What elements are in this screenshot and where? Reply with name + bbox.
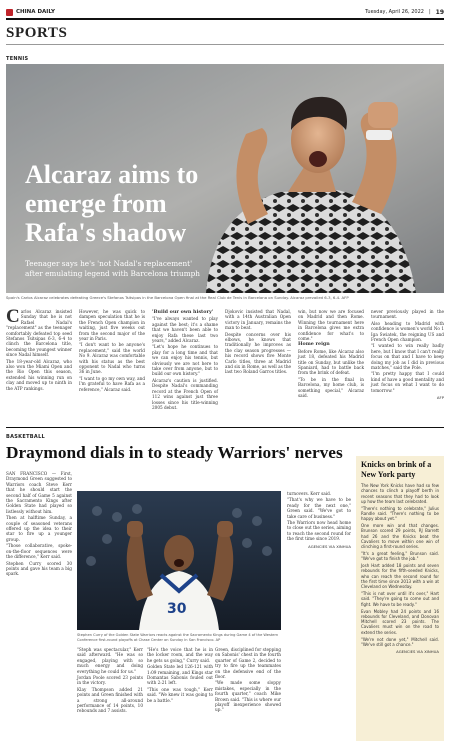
story2-kicker: BASKETBALL — [6, 434, 46, 440]
paragraph: One more win and that changes. Brunson scored 29 points, RJ Barrett had 26 and the Knicks beat the Cavaliers to move within one win of clinching a first-round series. — [361, 523, 439, 550]
subhead: Home reign — [298, 341, 330, 348]
svg-text:30: 30 — [167, 601, 187, 617]
paragraph: "Let's hope he continues to play for a long time and that we can enjoy his tennis, but obviously we are not here to take over from anyone, but to build our own history." — [152, 344, 218, 377]
curry-photo — [77, 491, 281, 630]
paragraph: Also heading to Madrid with confidence is women's world No 1 Iga Swiatek, the reigning US and French Open champion. — [371, 320, 444, 343]
story1-col5 — [298, 309, 364, 400]
story1-kicker: TENNIS — [6, 56, 29, 62]
paragraph: "I want to go my own way, and I'm grateful to have Rafa as a reference," Alcaraz said. — [79, 375, 145, 392]
paragraph: Evan Mobley had 24 points and 16 rebounds for Cleveland, and Donovan Mitchell scored 23 points. The Cavaliers must win on the road to extend the series. — [361, 608, 439, 635]
paragraph: "It's a great feeling," Brunson said. "We've got to finish the job." — [361, 551, 439, 562]
paragraph: Before Rome, like Alcaraz also just 18, defeated his Madrid title on Sunday, but unlike the Spaniard, had to battle back from the brink of defeat. — [298, 348, 364, 376]
story2-byline: AGENCIES VIA XINHUA — [308, 543, 351, 549]
knicks-sidebar — [356, 456, 444, 741]
paragraph: Alcaraz's caution is justified. Despite Nadal's commanding record at the French Open of 112 wins against just three losses since his title-winning 2005 debut. — [152, 377, 218, 410]
story1-col6 — [371, 309, 444, 401]
story-divider — [6, 427, 444, 428]
paragraph: Klay Thompson added 21 points and Green finished with a strong all-around performance of 14 points, 10 rebounds and 7 assists. — [77, 686, 143, 714]
story1-headline: Alcaraz aims to emerge from Rafa's shadow — [25, 160, 199, 247]
dropcap: C — [6, 306, 20, 327]
issue-date: Tuesday, April 26, 2022 — [365, 9, 424, 15]
section-rule — [6, 44, 444, 45]
story2-col3 — [147, 647, 213, 704]
hero-caption-text: Spain's Carlos Alcaraz celebrates defeating Greece's Stefanos Tsitsipas in the Barcelona Open final at the Real Club de Tenis in Barcelona on Sunday. Alcaraz prevailed 6-3, 6-4. — [6, 295, 341, 300]
paragraph: "Those collaborative, spoke-on-the-floor sequences were the difference," Kerr said. — [6, 543, 72, 560]
paragraph: Jordan Poole scored 23 points in the victory. — [77, 675, 143, 686]
photo2-caption — [77, 633, 281, 642]
paragraph: turnovers. Kerr said. — [287, 491, 332, 496]
story1-col1 — [6, 306, 72, 392]
section-title: SPORTS — [6, 25, 68, 41]
paragraph: However, he was quick to dampen speculation that he is the French Open champion in waiting, just five weeks out from the second major of the year in Paris. — [79, 309, 145, 342]
paragraph: "We made some sloppy mistakes, especially in the fourth quarter," coach Mike Brown said. "This is where our playoff inexperience showed up." — [215, 680, 281, 713]
masthead — [6, 6, 444, 20]
paragraph: The 18-year-old Alcaraz, who also won the Miami Open and the Rio Open this season, extended his winning run on clay and moved up to ninth in the ATP rankings. — [6, 358, 72, 391]
paragraph: Golden State led 126-121 with 1:09 remaining, and Kings star Domantas Sabonis fouled out with 2:21 left. — [147, 664, 213, 686]
story1-col3 — [152, 309, 218, 411]
paragraph: "I don't want to be anyone's replacement," said the world No 9. Alcaraz was comfortable with his status as the best opponent to Nadal who turns 36 in June. — [79, 342, 145, 375]
paragraph: "Steph was spectacular," Kerr said afterward. "He was so engaged, playing with so much energy and doing everything he could for us." — [77, 647, 143, 674]
story2-col2 — [77, 647, 143, 715]
story1-byline: AFP — [436, 395, 444, 401]
paragraph: never previously played in the tournament. — [371, 309, 444, 320]
sidebar-body — [361, 483, 439, 654]
story1-col4 — [225, 309, 291, 376]
sidebar-title: Knicks on brink of a New York party — [361, 460, 432, 479]
photo2-caption-text: Stephen Curry of the Golden State Warriors reacts against the Sacramento Kings during Game 4 of the Western Conference first-round playoffs at Chase Center on Sunday in San Francisco. — [77, 633, 279, 642]
paragraph: The New York Knicks have had so few chances to clinch a playoff berth in recent seasons that they had to look up how the team last celebrated. — [361, 483, 439, 504]
hero-photo — [6, 64, 444, 293]
hero-caption — [6, 295, 444, 300]
paragraph: "He's the voice that he is in the locker room, and the way he gets us going," Curry said. — [147, 647, 213, 663]
paragraph: Green, disciplined for stepping on Sabonis' chest in the fourth quarter of Game 2, decided to try to fire up the teammates on the defensive end of the floor. — [215, 647, 281, 680]
brand — [6, 9, 55, 16]
story2-col5 — [287, 491, 351, 549]
paragraph: "I'm pretty happy that I could kind of have a good mentality and just focus on what I want to do tomorrow." — [371, 371, 444, 393]
paragraph: "This one was tough," Kerr said. "We knew it was going to be a battle." — [147, 686, 213, 703]
paragraph: "We're not done yet," Mitchell said. "We've still got a chance." — [361, 636, 439, 647]
paragraph: Josh Hart added 18 points and seven rebounds for the fifth-seeded Knicks, who can reach the second round for the first time since 2013 with a win at Cleveland on Wednesday. — [361, 563, 439, 590]
paragraph: "This is not over until it's over," Hart said. "They're going to come out and fight. We have to be ready." — [361, 591, 439, 607]
story2-headline: Draymond dials in to steady Warriors' nerves — [6, 443, 343, 462]
paragraph: SAN FRANCISCO — First, Draymond Green suggested to Warriors coach Steve Kerr that he should start the second half of Game 5 against the Sacramento Kings after Golden State had played so listlessly without him. — [6, 471, 72, 514]
paragraph: "I wanted to win really badly here, but I know that I can't really focus on that and I have to keep doing my job as I did in previous matches," said the Pole. — [371, 343, 444, 371]
story2-col4 — [215, 647, 281, 714]
brand-name: CHINA DAILY — [16, 9, 55, 15]
photo2-caption-credit: AP — [215, 637, 221, 642]
dateline: Tuesday, April 26, 2022 | 19 — [365, 8, 444, 16]
paragraph: arlos Alcaraz insisted Sunday that he is not Rafael Nadal's "replacement" as the teenager comfortably defeated top seed Stefanos Tsitsipas 6-3, 6-4 to clinch the Barcelona title, becoming the youngest winner since Nadal himself. — [6, 309, 72, 358]
sidebar-byline: AGENCIES VIA XINHUA — [396, 649, 439, 655]
paragraph: win, but now we are focused on Madrid and then Rome. Winning the tournament here in Barcelona gives me extra confidence for what's to come." — [298, 309, 364, 342]
story2-col1 — [6, 471, 72, 578]
paragraph: "To be in the final in Barcelona, my home club, is something special," Alcaraz said. — [298, 376, 364, 399]
paragraph: "That's why we have to be ready for the next one," Green said. "We've got to take care of business." — [287, 497, 351, 519]
paragraph: "There's nothing to celebrate," Julius Randle said. "There's nothing to be happy about yet." — [361, 505, 439, 522]
paragraph: "I've always wanted to play against the best; it's a shame that we haven't been able to enjoy Rafa these last two years," added Alcaraz. — [152, 316, 218, 344]
subhead: 'Build our own history' — [152, 309, 214, 315]
paragraph: Despite concerns over his elbows, he knows that traditionally he improves as the clay season progresses — his record shows five Monte Carlo titles, three at Madrid and six in Rome, as well as the last two Roland Garros titles. — [225, 331, 291, 375]
page-number: 19 — [435, 8, 444, 16]
paragraph: Then at halftime Sunday, a couple of seasoned veterans offered up the idea to their star to fire up a younger group. — [6, 515, 72, 542]
story1-col2 — [79, 309, 145, 393]
paragraph: Djokovic insisted that Nadal, with a 14th Australian Open victory in January, remains the man to beat. — [225, 309, 291, 331]
hero-caption-credit: AFP — [341, 295, 349, 300]
paragraph: The Warriors now head home to close out the series, aiming to reach the second round for the first time since 2019. — [287, 520, 351, 542]
story1-deck: Teenager says he's 'not Nadal's replacement' after emulating legend with Barcelona triumph — [25, 259, 200, 278]
paragraph: Stephen Curry scored 30 points and gave his team a big spark. — [6, 560, 72, 577]
curry-photo-image — [77, 491, 281, 630]
brand-logo-icon — [6, 9, 13, 16]
